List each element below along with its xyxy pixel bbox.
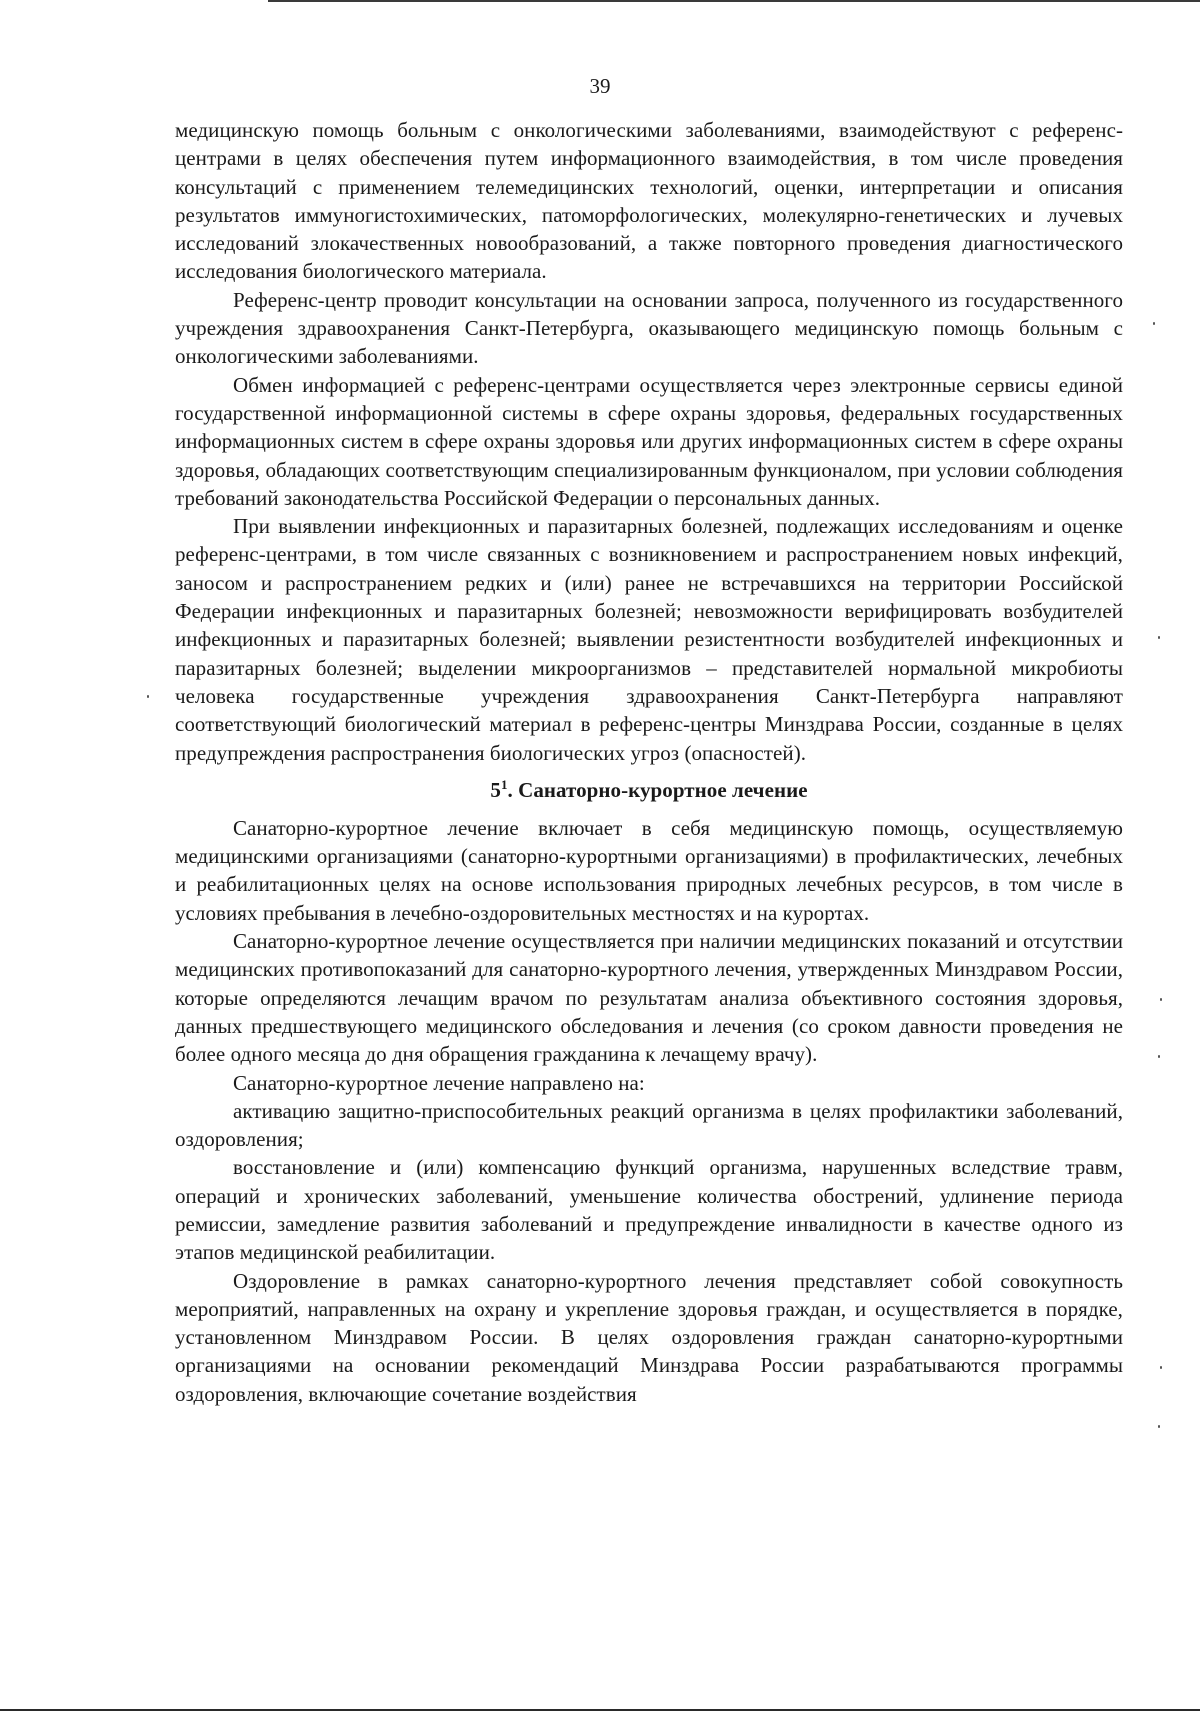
scan-speck <box>1158 636 1160 639</box>
section-superscript: 1 <box>500 776 508 792</box>
scan-speck <box>1158 1055 1160 1058</box>
document-body <box>175 116 1123 1408</box>
scan-speck <box>1158 1425 1160 1428</box>
section-title: . Санаторно-курортное лечение <box>507 777 808 802</box>
list-item: активацию защитно-приспособительных реакций организма в целях профилактики заболеваний, оздоровления; <box>175 1098 1123 1152</box>
scan-speck <box>147 695 149 698</box>
paragraph: медицинскую помощь больным с онкологическими заболеваниями, взаимодействуют с референс-центрами в целях обеспечения путем информационного взаимодействия, в том числе проведения консультаций с применением телемедицинских технологий, оценки, интерпретации и описания результатов иммуногистохимических, патоморфологических, молекулярно-генетических и лучевых исследований злокачественных новообразований, а также повторного проведения диагностического исследования биологического материала. <box>175 118 1123 284</box>
scan-speck <box>1160 1366 1162 1369</box>
list-item: восстановление и (или) компенсацию функций организма, нарушенных вследствие травм, операций и хронических заболеваний, уменьшение количества обострений, удлинение периода ремиссии, замедление развития заболеваний и предупреждение инвалидности в качестве одного из этапов медицинской реабилитации. <box>175 1155 1123 1265</box>
page-number: 39 <box>589 74 611 98</box>
paragraph: Обмен информацией с референс-центрами осуществляется через электронные сервисы единой государственной информационной системы в сфере охраны здоровья, федеральных государственных информационных систем в сфере охраны здоровья или других информационных систем в сфере охраны здоровья, обладающих соответствующим специализированным функционалом, при условии соблюдения требований законодательства Российской Федерации о персональных данных. <box>175 372 1123 510</box>
scan-edge-top <box>268 0 1200 2</box>
scan-speck <box>1160 998 1162 1001</box>
paragraph: Оздоровление в рамках санаторно-курортного лечения представляет собой совокупность мероприятий, направленных на охрану и укрепление здоровья граждан, и осуществляется в порядке, установленном Минздравом России. В целях оздоровления граждан санаторно-курортными организациями на основании рекомендаций Минздрава России разрабатываются программы оздоровления, включающие сочетание воздействия <box>175 1268 1123 1406</box>
paragraph: При выявлении инфекционных и паразитарных болезней, подлежащих исследованиям и оценке референс-центрами, в том числе связанных с возникновением и распространением новых инфекций, заносом и распространением редких и (или) ранее не встречавшихся на территории Российской Федерации инфекционных и паразитарных болезней; невозможности верифицировать возбудителей инфекционных и паразитарных болезней; выявлении резистентности возбудителей инфекционных и паразитарных болезней; выделении микроорганизмов – представителей нормальной микробиоты человека государственные учреждения здравоохранения Санкт-Петербурга направляют соответствующий биологический материал в референс-центры Минздрава России, созданные в целях предупреждения распространения биологических угроз (опасностей). <box>175 514 1123 765</box>
scan-edge-bottom <box>0 1709 1200 1711</box>
paragraph: Санаторно-курортное лечение направлено на: <box>233 1070 645 1095</box>
section-number: 5 <box>490 777 501 802</box>
scan-speck <box>1153 322 1155 325</box>
paragraph: Санаторно-курортное лечение включает в себя медицинскую помощь, осуществляемую медицинскими организациями (санаторно-курортными организациями) в профилактических, лечебных и реабилитационных целях на основе использования природных лечебных ресурсов, в том числе в условиях пребывания в лечебно-оздоровительных местностях и на курортах. <box>175 815 1123 925</box>
paragraph: Санаторно-курортное лечение осуществляется при наличии медицинских показаний и отсутствии медицинских противопоказаний для санаторно-курортного лечения, утвержденных Минздравом России, которые определяются лечащим врачом по результатам анализа объективного состояния здоровья, данных предшествующего медицинского обследования и лечения (со сроком давности проведения не более одного месяца до дня обращения гражданина к лечащему врачу). <box>175 929 1123 1067</box>
section-heading <box>175 776 1123 804</box>
paragraph: Референс-центр проводит консультации на основании запроса, полученного из государственного учреждения здравоохранения Санкт-Петербурга, оказывающего медицинскую помощь больным с онкологическими заболеваниями. <box>175 287 1123 369</box>
